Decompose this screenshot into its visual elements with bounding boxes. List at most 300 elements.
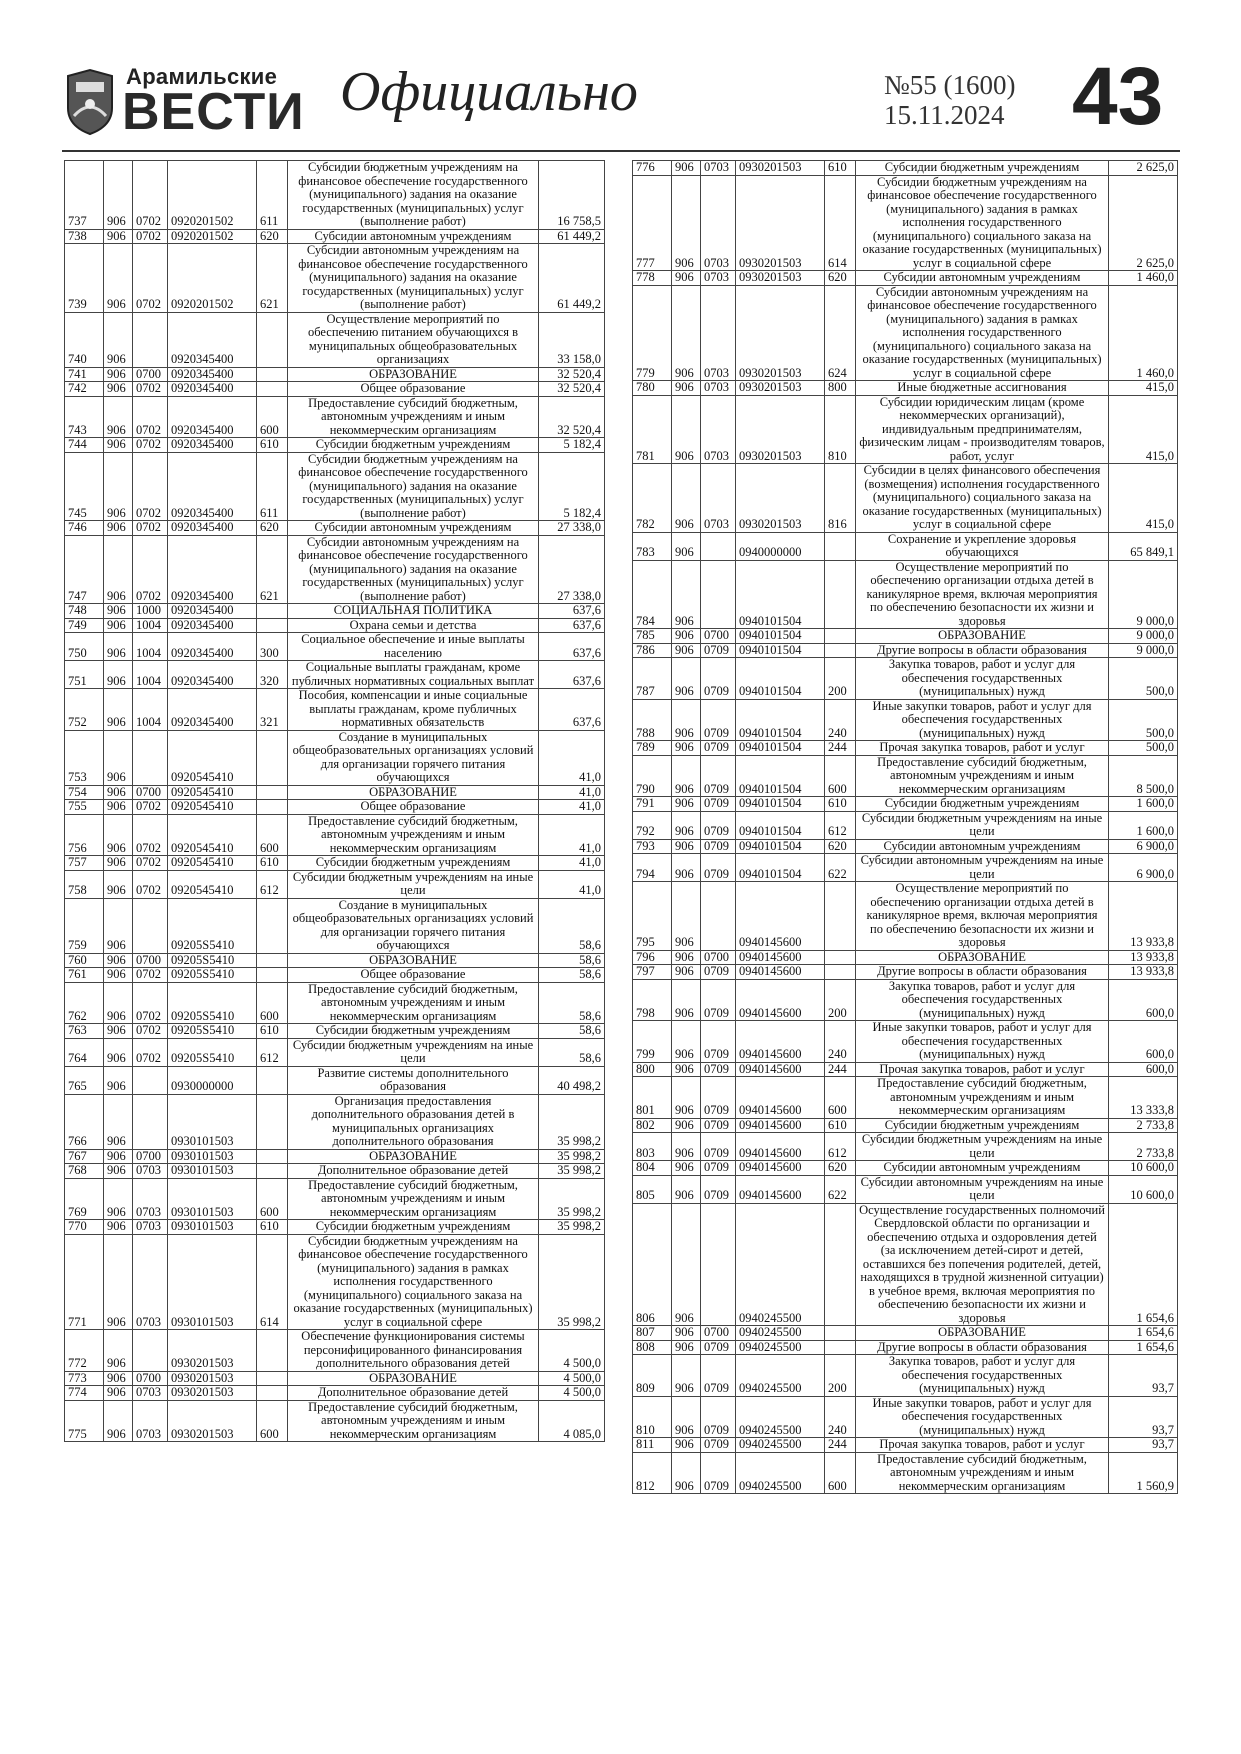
item-name-cell: Прочая закупка товаров, работ и услуг [856, 1062, 1109, 1077]
expense-type-cell [825, 1203, 856, 1326]
target-article-cell: 0940245500 [736, 1340, 825, 1355]
grbs-code-cell: 906 [672, 839, 701, 854]
row-number-cell: 797 [633, 965, 672, 980]
section-code-cell: 0709 [701, 979, 736, 1021]
target-article-cell: 0920345400 [168, 604, 257, 619]
target-article-cell: 0930201503 [736, 285, 825, 381]
grbs-code-cell: 906 [672, 882, 701, 951]
section-code-cell [133, 1330, 168, 1372]
amount-cell: 35 998,2 [539, 1220, 605, 1235]
row-number-cell: 740 [65, 312, 104, 367]
item-name-cell: Осуществление государственных полномочий Свердловской области по организации и обеспечению отдыха и оздоровления детей (за исключением детей-сирот и детей, оставшихся без попечения родителей, детей, находящихся в трудной жизненной ситуации) в учебное время, включая мероприятия по обеспечению безопасности их жизни и здоровья [856, 1203, 1109, 1326]
amount-cell: 500,0 [1109, 658, 1178, 700]
row-number-cell: 744 [65, 438, 104, 453]
amount-cell: 41,0 [539, 870, 605, 898]
item-name-cell: Предоставление субсидий бюджетным, автономным учреждениям и иным некоммерческим организациям [856, 1452, 1109, 1494]
section-code-cell: 0702 [133, 229, 168, 244]
amount-cell: 35 998,2 [539, 1094, 605, 1149]
expense-type-cell [825, 532, 856, 560]
section-code-cell: 0709 [701, 1355, 736, 1397]
expense-type-cell: 621 [257, 535, 288, 604]
grbs-code-cell: 906 [672, 741, 701, 756]
amount-cell: 35 998,2 [539, 1234, 605, 1330]
amount-cell: 93,7 [1109, 1396, 1178, 1438]
row-number-cell: 795 [633, 882, 672, 951]
grbs-code-cell: 906 [672, 1396, 701, 1438]
expense-type-cell [825, 950, 856, 965]
expense-type-cell [257, 898, 288, 953]
expense-type-cell [257, 1371, 288, 1386]
item-name-cell: Дополнительное образование детей [288, 1386, 539, 1401]
row-number-cell: 807 [633, 1326, 672, 1341]
section-code-cell: 0702 [133, 452, 168, 521]
row-number-cell: 780 [633, 381, 672, 396]
item-name-cell: Организация предоставления дополнительного образования детей в муниципальных организациях дополнительного образования [288, 1094, 539, 1149]
table-row [65, 521, 605, 536]
section-code-cell: 1004 [133, 661, 168, 689]
table-row [65, 1371, 605, 1386]
target-article-cell: 09205S5410 [168, 968, 257, 983]
target-article-cell: 09205S5410 [168, 1024, 257, 1039]
amount-cell: 637,6 [539, 604, 605, 619]
row-number-cell: 751 [65, 661, 104, 689]
target-article-cell: 0930201503 [736, 175, 825, 271]
section-code-cell: 0702 [133, 814, 168, 856]
target-article-cell: 0930101503 [168, 1149, 257, 1164]
grbs-code-cell: 906 [672, 1118, 701, 1133]
table-row [633, 1452, 1178, 1494]
table-row [633, 464, 1178, 533]
expense-type-cell: 600 [257, 1400, 288, 1442]
item-name-cell: Иные бюджетные ассигнования [856, 381, 1109, 396]
item-name-cell: Закупка товаров, работ и услуг для обеспечения государственных (муниципальных) нужд [856, 1355, 1109, 1397]
grbs-code-cell: 906 [104, 982, 133, 1024]
section-code-cell: 0709 [701, 699, 736, 741]
expense-type-cell [257, 604, 288, 619]
section-code-cell: 0702 [133, 521, 168, 536]
section-code-cell [133, 1094, 168, 1149]
expense-type-cell: 614 [257, 1234, 288, 1330]
item-name-cell: Прочая закупка товаров, работ и услуг [856, 741, 1109, 756]
item-name-cell: Субсидии автономным учреждениям на иные цели [856, 1175, 1109, 1203]
table-row [65, 1024, 605, 1039]
item-name-cell: ОБРАЗОВАНИЕ [856, 629, 1109, 644]
expense-type-cell [257, 1149, 288, 1164]
table-row [633, 950, 1178, 965]
expense-type-cell [257, 800, 288, 815]
grbs-code-cell: 906 [672, 271, 701, 286]
table-row [65, 244, 605, 313]
section-code-cell: 0700 [133, 785, 168, 800]
item-name-cell: Предоставление субсидий бюджетным, автономным учреждениям и иным некоммерческим организациям [856, 1077, 1109, 1119]
expense-type-cell [257, 785, 288, 800]
grbs-code-cell: 906 [672, 699, 701, 741]
amount-cell: 637,6 [539, 633, 605, 661]
row-number-cell: 768 [65, 1164, 104, 1179]
amount-cell: 13 933,8 [1109, 882, 1178, 951]
item-name-cell: Охрана семьи и детства [288, 618, 539, 633]
grbs-code-cell: 906 [104, 452, 133, 521]
table-row [633, 797, 1178, 812]
row-number-cell: 767 [65, 1149, 104, 1164]
grbs-code-cell: 906 [104, 604, 133, 619]
grbs-code-cell: 906 [672, 797, 701, 812]
expense-type-cell: 244 [825, 1062, 856, 1077]
grbs-code-cell: 906 [672, 629, 701, 644]
target-article-cell: 0940101504 [736, 797, 825, 812]
row-number-cell: 772 [65, 1330, 104, 1372]
section-code-cell: 0703 [701, 464, 736, 533]
expense-type-cell: 810 [825, 395, 856, 464]
target-article-cell: 0940101504 [736, 560, 825, 629]
item-name-cell: Субсидии бюджетным учреждениям [288, 856, 539, 871]
section-code-cell [133, 730, 168, 785]
amount-cell: 500,0 [1109, 699, 1178, 741]
grbs-code-cell: 906 [672, 1340, 701, 1355]
section-code-cell: 0709 [701, 1118, 736, 1133]
target-article-cell: 0920345400 [168, 689, 257, 731]
table-row [633, 1161, 1178, 1176]
section-code-cell: 0703 [133, 1386, 168, 1401]
row-number-cell: 737 [65, 161, 104, 230]
item-name-cell: Субсидии бюджетным учреждениям на иные цели [288, 870, 539, 898]
amount-cell: 2 625,0 [1109, 161, 1178, 176]
item-name-cell: Осуществление мероприятий по обеспечению питанием обучающихся в муниципальных общеобразовательных организациях [288, 312, 539, 367]
grbs-code-cell: 906 [672, 658, 701, 700]
table-row [65, 1164, 605, 1179]
row-number-cell: 783 [633, 532, 672, 560]
expense-type-cell: 620 [257, 521, 288, 536]
table-row [65, 898, 605, 953]
expense-type-cell: 600 [825, 1452, 856, 1494]
amount-cell: 35 998,2 [539, 1149, 605, 1164]
section-code-cell [133, 312, 168, 367]
row-number-cell: 760 [65, 953, 104, 968]
amount-cell: 637,6 [539, 661, 605, 689]
expense-type-cell [257, 1386, 288, 1401]
table-row [65, 1066, 605, 1094]
amount-cell: 13 333,8 [1109, 1077, 1178, 1119]
item-name-cell: Предоставление субсидий бюджетным, автономным учреждениям и иным некоммерческим организациям [288, 982, 539, 1024]
table-row [633, 1396, 1178, 1438]
grbs-code-cell: 906 [672, 175, 701, 271]
target-article-cell: 0940101504 [736, 643, 825, 658]
expense-type-cell: 200 [825, 658, 856, 700]
item-name-cell: Развитие системы дополнительного образования [288, 1066, 539, 1094]
amount-cell: 1 654,6 [1109, 1340, 1178, 1355]
issue-info [884, 70, 1016, 130]
table-row [65, 814, 605, 856]
target-article-cell: 0920345400 [168, 382, 257, 397]
section-code-cell: 0702 [133, 800, 168, 815]
expense-type-cell [257, 1066, 288, 1094]
amount-cell: 41,0 [539, 730, 605, 785]
section-code-cell: 0703 [133, 1234, 168, 1330]
row-number-cell: 773 [65, 1371, 104, 1386]
amount-cell: 58,6 [539, 953, 605, 968]
expense-type-cell: 622 [825, 854, 856, 882]
item-name-cell: Предоставление субсидий бюджетным, автономным учреждениям и иным некоммерческим организациям [288, 1178, 539, 1220]
amount-cell: 4 500,0 [539, 1330, 605, 1372]
amount-cell: 1 654,6 [1109, 1326, 1178, 1341]
amount-cell: 637,6 [539, 689, 605, 731]
amount-cell: 27 338,0 [539, 535, 605, 604]
item-name-cell: Субсидии бюджетным учреждениям на финансовое обеспечение государственного (муниципального) задания на оказание государственных (муниципальных) услуг (выполнение работ) [288, 452, 539, 521]
row-number-cell: 784 [633, 560, 672, 629]
expense-type-cell: 621 [257, 244, 288, 313]
table-row [65, 367, 605, 382]
grbs-code-cell: 906 [104, 367, 133, 382]
target-article-cell: 0930101503 [168, 1164, 257, 1179]
section-code-cell: 0709 [701, 643, 736, 658]
target-article-cell: 0920545410 [168, 785, 257, 800]
section-code-cell: 0703 [701, 381, 736, 396]
row-number-cell: 769 [65, 1178, 104, 1220]
section-code-cell: 0709 [701, 741, 736, 756]
grbs-code-cell: 906 [672, 979, 701, 1021]
row-number-cell: 764 [65, 1038, 104, 1066]
table-row [633, 1340, 1178, 1355]
expense-type-cell [825, 965, 856, 980]
target-article-cell: 0920345400 [168, 633, 257, 661]
section-code-cell: 0700 [701, 1326, 736, 1341]
item-name-cell: Субсидии бюджетным учреждениям [288, 1220, 539, 1235]
amount-cell: 32 520,4 [539, 382, 605, 397]
item-name-cell: Обеспечение функционирования системы персонифицированного финансирования дополнительного образования детей [288, 1330, 539, 1372]
grbs-code-cell: 906 [672, 532, 701, 560]
grbs-code-cell: 906 [104, 1024, 133, 1039]
table-row [633, 1355, 1178, 1397]
grbs-code-cell: 906 [672, 464, 701, 533]
item-name-cell: Предоставление субсидий бюджетным, автономным учреждениям и иным некоммерческим организациям [856, 755, 1109, 797]
table-row [633, 285, 1178, 381]
amount-cell: 58,6 [539, 1038, 605, 1066]
table-row [633, 755, 1178, 797]
grbs-code-cell: 906 [104, 438, 133, 453]
row-number-cell: 785 [633, 629, 672, 644]
grbs-code-cell: 906 [104, 535, 133, 604]
grbs-code-cell: 906 [104, 968, 133, 983]
table-row [65, 661, 605, 689]
section-code-cell: 0709 [701, 755, 736, 797]
item-name-cell: Общее образование [288, 968, 539, 983]
section-code-cell: 0700 [133, 1371, 168, 1386]
grbs-code-cell: 906 [104, 856, 133, 871]
expense-type-cell [257, 367, 288, 382]
row-number-cell: 802 [633, 1118, 672, 1133]
section-code-cell: 0709 [701, 811, 736, 839]
grbs-code-cell: 906 [104, 1038, 133, 1066]
section-code-cell: 0702 [133, 856, 168, 871]
row-number-cell: 738 [65, 229, 104, 244]
target-article-cell: 0920345400 [168, 618, 257, 633]
table-row [633, 175, 1178, 271]
grbs-code-cell: 906 [104, 521, 133, 536]
target-article-cell: 0940145600 [736, 1062, 825, 1077]
item-name-cell: Социальное обеспечение и иные выплаты населению [288, 633, 539, 661]
table-row [633, 1203, 1178, 1326]
item-name-cell: Субсидии бюджетным учреждениям [288, 438, 539, 453]
section-code-cell: 0703 [133, 1400, 168, 1442]
row-number-cell: 786 [633, 643, 672, 658]
amount-cell: 1 654,6 [1109, 1203, 1178, 1326]
section-code-cell: 0702 [133, 161, 168, 230]
amount-cell: 5 182,4 [539, 438, 605, 453]
row-number-cell: 739 [65, 244, 104, 313]
grbs-code-cell: 906 [104, 1149, 133, 1164]
expense-type-cell: 622 [825, 1175, 856, 1203]
issue-date: 15.11.2024 [884, 100, 1005, 130]
target-article-cell: 0940245500 [736, 1326, 825, 1341]
section-code-cell: 0703 [133, 1220, 168, 1235]
table-row [65, 800, 605, 815]
amount-cell: 40 498,2 [539, 1066, 605, 1094]
newspaper-logo [62, 62, 305, 142]
amount-cell: 1 600,0 [1109, 811, 1178, 839]
target-article-cell: 0920545410 [168, 856, 257, 871]
amount-cell: 41,0 [539, 814, 605, 856]
expense-type-cell: 240 [825, 1021, 856, 1063]
item-name-cell: ОБРАЗОВАНИЕ [288, 1149, 539, 1164]
grbs-code-cell: 906 [672, 1326, 701, 1341]
grbs-code-cell: 906 [672, 755, 701, 797]
row-number-cell: 755 [65, 800, 104, 815]
section-code-cell: 0700 [133, 1149, 168, 1164]
item-name-cell: ОБРАЗОВАНИЕ [856, 1326, 1109, 1341]
expense-type-cell: 244 [825, 1438, 856, 1453]
row-number-cell: 796 [633, 950, 672, 965]
expense-type-cell: 620 [825, 1161, 856, 1176]
item-name-cell: Субсидии бюджетным учреждениям [288, 1024, 539, 1039]
grbs-code-cell: 906 [104, 1220, 133, 1235]
expense-type-cell: 611 [257, 452, 288, 521]
item-name-cell: Субсидии автономным учреждениям [856, 1161, 1109, 1176]
amount-cell: 41,0 [539, 800, 605, 815]
table-row [65, 982, 605, 1024]
table-row [633, 699, 1178, 741]
item-name-cell: Субсидии автономным учреждениям на финансовое обеспечение государственного (муниципального) задания на оказание государственных (муниципальных) услуг (выполнение работ) [288, 535, 539, 604]
expense-type-cell: 620 [825, 839, 856, 854]
target-article-cell: 0930101503 [168, 1220, 257, 1235]
target-article-cell: 0940145600 [736, 1077, 825, 1119]
row-number-cell: 800 [633, 1062, 672, 1077]
grbs-code-cell: 906 [104, 1330, 133, 1372]
grbs-code-cell: 906 [104, 898, 133, 953]
grbs-code-cell: 906 [672, 161, 701, 176]
target-article-cell: 0920345400 [168, 396, 257, 438]
amount-cell: 5 182,4 [539, 452, 605, 521]
target-article-cell: 09205S5410 [168, 1038, 257, 1066]
expense-type-cell [825, 629, 856, 644]
item-name-cell: Создание в муниципальных общеобразовательных организациях условий для организации горячего питания обучающихся [288, 730, 539, 785]
row-number-cell: 801 [633, 1077, 672, 1119]
target-article-cell: 0940101504 [736, 699, 825, 741]
expense-type-cell [825, 1326, 856, 1341]
section-code-cell: 0702 [133, 438, 168, 453]
amount-cell: 61 449,2 [539, 244, 605, 313]
row-number-cell: 806 [633, 1203, 672, 1326]
expense-type-cell [257, 730, 288, 785]
amount-cell: 600,0 [1109, 1062, 1178, 1077]
grbs-code-cell: 906 [672, 285, 701, 381]
grbs-code-cell: 906 [672, 395, 701, 464]
target-article-cell: 0930101503 [168, 1234, 257, 1330]
expense-type-cell: 800 [825, 381, 856, 396]
expense-type-cell: 614 [825, 175, 856, 271]
section-code-cell: 0709 [701, 797, 736, 812]
section-code-cell: 0703 [701, 161, 736, 176]
table-row [65, 312, 605, 367]
section-code-cell: 0700 [701, 629, 736, 644]
item-name-cell: Закупка товаров, работ и услуг для обеспечения государственных (муниципальных) нужд [856, 979, 1109, 1021]
item-name-cell: Субсидии автономным учреждениям на финансовое обеспечение государственного (муниципального) задания на оказание государственных (муниципальных) услуг (выполнение работ) [288, 244, 539, 313]
grbs-code-cell: 906 [104, 1178, 133, 1220]
row-number-cell: 749 [65, 618, 104, 633]
section-code-cell: 0709 [701, 854, 736, 882]
item-name-cell: Прочая закупка товаров, работ и услуг [856, 1438, 1109, 1453]
item-name-cell: Субсидии автономным учреждениям [288, 521, 539, 536]
target-article-cell: 0940101504 [736, 854, 825, 882]
expense-type-cell [825, 882, 856, 951]
target-article-cell: 0930201503 [168, 1386, 257, 1401]
target-article-cell: 09205S5410 [168, 898, 257, 953]
item-name-cell: Иные закупки товаров, работ и услуг для обеспечения государственных (муниципальных) нужд [856, 1021, 1109, 1063]
item-name-cell: ОБРАЗОВАНИЕ [288, 367, 539, 382]
row-number-cell: 812 [633, 1452, 672, 1494]
grbs-code-cell: 906 [104, 661, 133, 689]
amount-cell: 10 600,0 [1109, 1161, 1178, 1176]
grbs-code-cell: 906 [672, 965, 701, 980]
expense-type-cell: 610 [257, 1220, 288, 1235]
table-row [65, 1178, 605, 1220]
expense-type-cell [257, 1330, 288, 1372]
section-code-cell: 0702 [133, 396, 168, 438]
table-row [633, 1077, 1178, 1119]
expense-type-cell: 600 [257, 1178, 288, 1220]
section-code-cell: 0702 [133, 244, 168, 313]
target-article-cell: 0920545410 [168, 730, 257, 785]
amount-cell: 637,6 [539, 618, 605, 633]
amount-cell: 8 500,0 [1109, 755, 1178, 797]
section-code-cell: 0703 [133, 1164, 168, 1179]
amount-cell: 13 933,8 [1109, 965, 1178, 980]
target-article-cell: 0930201503 [168, 1400, 257, 1442]
grbs-code-cell: 906 [104, 953, 133, 968]
table-row [65, 1094, 605, 1149]
target-article-cell: 0930101503 [168, 1178, 257, 1220]
item-name-cell: Субсидии бюджетным учреждениям [856, 161, 1109, 176]
row-number-cell: 803 [633, 1133, 672, 1161]
expense-type-cell: 240 [825, 1396, 856, 1438]
target-article-cell: 0920345400 [168, 535, 257, 604]
section-code-cell [133, 1066, 168, 1094]
expense-type-cell: 610 [257, 1024, 288, 1039]
item-name-cell: Субсидии бюджетным учреждениям на финансовое обеспечение государственного (муниципального) задания на оказание государственных (муниципальных) услуг (выполнение работ) [288, 161, 539, 230]
expense-type-cell: 610 [257, 856, 288, 871]
expense-type-cell: 620 [825, 271, 856, 286]
item-name-cell: Субсидии автономным учреждениям на финансовое обеспечение государственного (муниципального) задания в рамках исполнения государственного (муниципального) социального заказа на оказание государственных (муниципальных) услуг в социальной сфере [856, 285, 1109, 381]
amount-cell: 2 733,8 [1109, 1118, 1178, 1133]
row-number-cell: 771 [65, 1234, 104, 1330]
grbs-code-cell: 906 [672, 1062, 701, 1077]
section-code-cell: 0709 [701, 1340, 736, 1355]
row-number-cell: 761 [65, 968, 104, 983]
amount-cell: 1 600,0 [1109, 797, 1178, 812]
grbs-code-cell: 906 [104, 229, 133, 244]
amount-cell: 41,0 [539, 856, 605, 871]
row-number-cell: 758 [65, 870, 104, 898]
expense-type-cell [257, 1094, 288, 1149]
